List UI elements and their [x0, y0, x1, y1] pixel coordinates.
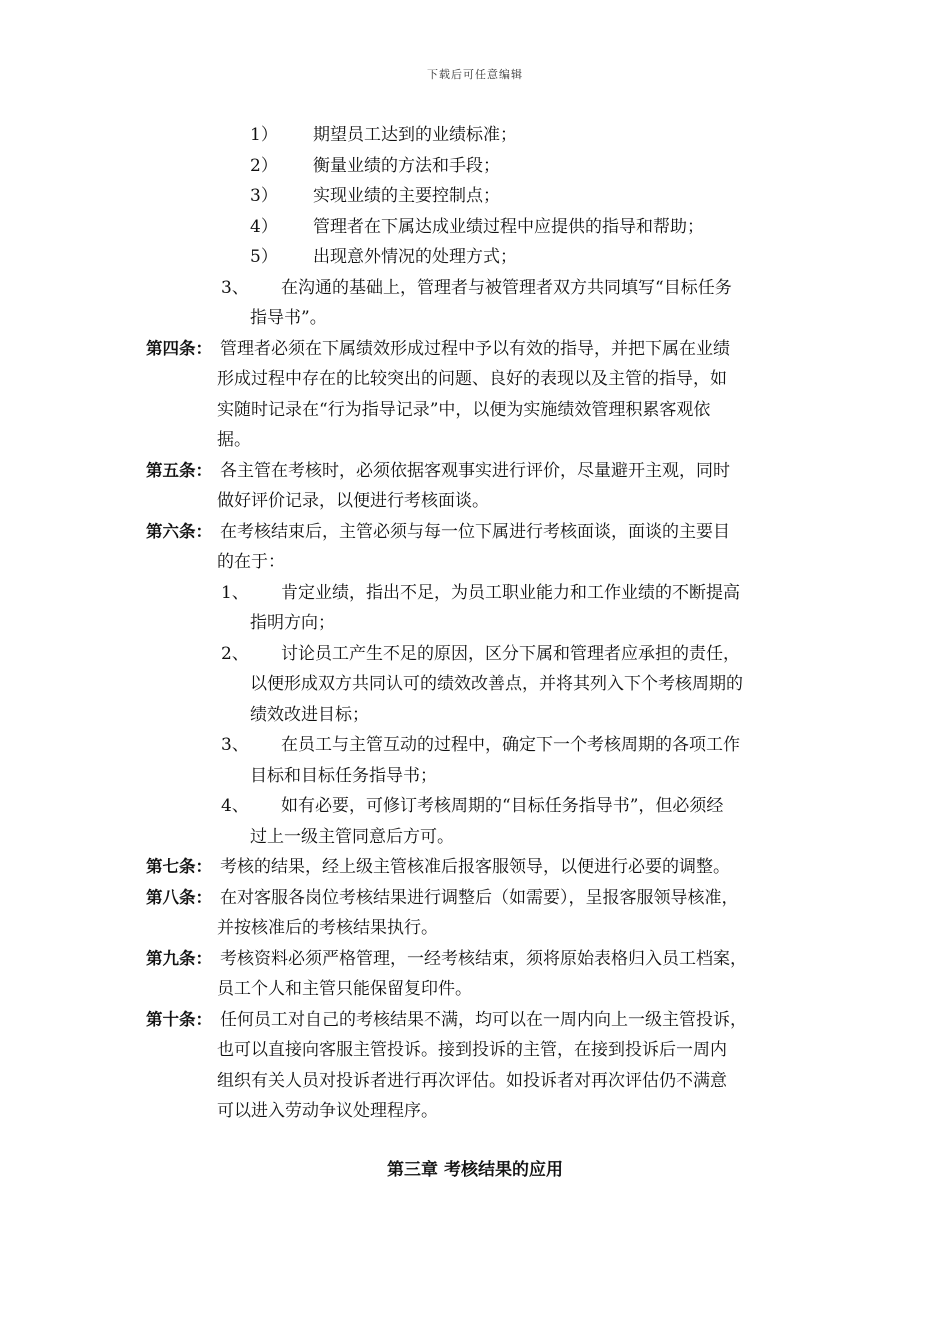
list-item	[0, 181, 950, 212]
numbered-item	[0, 273, 950, 304]
article-label: 第九条：	[146, 948, 212, 968]
item-text: 指导书”。	[250, 308, 327, 328]
article-4-continuation	[0, 364, 950, 395]
item-text: 在员工与主管互动的过程中，确定下一个考核周期的各项工作	[281, 735, 740, 755]
article-text: 考核资料必须严格管理，一经考核结束，须将原始表格归入员工档案，	[220, 948, 747, 969]
item-text: 绩效改进目标；	[250, 704, 369, 725]
item-number: 2、	[221, 643, 249, 664]
article-text: 在考核结束后，主管必须与每一位下属进行考核面谈，面谈的主要目	[220, 521, 730, 542]
list-item	[0, 242, 950, 273]
numbered-item	[0, 578, 950, 609]
item-text: 过上一级主管同意后方可。	[250, 826, 454, 847]
article-10	[0, 1005, 950, 1036]
article-label: 第四条：	[146, 338, 212, 358]
numbered-item	[0, 730, 950, 761]
list-item-text: 期望员工达到的业绩标准；	[313, 125, 517, 145]
item-text: 如有必要，可修订考核周期的“目标任务指导书”，但必须经	[281, 796, 724, 816]
article-label: 第六条：	[146, 521, 212, 541]
article-5	[0, 456, 950, 487]
list-item-number: 3）	[250, 186, 278, 206]
article-text: 做好评价记录，以便进行考核面谈。	[217, 491, 489, 511]
article-5-continuation	[0, 486, 950, 517]
article-label: 第七条：	[146, 857, 212, 876]
article-8	[0, 883, 950, 914]
article-8-continuation	[0, 913, 950, 944]
article-text: 也可以直接向客服主管投诉。接到投诉的主管，在接到投诉后一周内	[217, 1040, 727, 1060]
list-item-text: 出现意外情况的处理方式；	[313, 247, 517, 267]
article-10-continuation	[0, 1035, 950, 1066]
page-header-watermark: 下载后可任意编辑	[427, 68, 523, 81]
item-text: 以便形成双方共同认可的绩效改善点，并将其列入下个考核周期的	[250, 674, 743, 694]
article-text: 任何员工对自己的考核结果不满，均可以在一周内向上一级主管投诉，	[220, 1009, 747, 1030]
article-4-continuation	[0, 395, 950, 426]
item-text: 在沟通的基础上，管理者与被管理者双方共同填写“目标任务	[281, 277, 732, 298]
item-text: 肯定业绩，指出不足，为员工职业能力和工作业绩的不断提高	[281, 582, 740, 603]
numbered-item-continuation	[0, 303, 950, 334]
article-10-continuation	[0, 1066, 950, 1097]
numbered-item-continuation	[0, 700, 950, 731]
numbered-item	[0, 791, 950, 822]
item-text: 指明方向；	[250, 613, 335, 633]
list-item-text: 实现业绩的主要控制点；	[313, 186, 500, 206]
document-body	[0, 120, 950, 1127]
list-item-number: 4）	[250, 216, 278, 237]
item-number: 1、	[221, 582, 249, 603]
item-text: 讨论员工产生不足的原因，区分下属和管理者应承担的责任，	[281, 643, 740, 664]
list-item-text: 衡量业绩的方法和手段；	[313, 155, 500, 176]
article-label: 第十条：	[146, 1009, 212, 1029]
numbered-item-continuation	[0, 669, 950, 700]
article-6-continuation	[0, 547, 950, 578]
article-9-continuation	[0, 974, 950, 1005]
chapter-heading: 第三章 考核结果的应用	[387, 1160, 563, 1180]
item-number: 3、	[221, 277, 249, 298]
article-9	[0, 944, 950, 975]
list-item-number: 2）	[250, 155, 278, 176]
list-item	[0, 212, 950, 243]
article-text: 可以进入劳动争议处理程序。	[217, 1101, 438, 1121]
article-label: 第五条：	[146, 460, 212, 480]
list-item-number: 1）	[250, 125, 278, 145]
item-text: 目标和目标任务指导书；	[250, 765, 437, 786]
numbered-item-continuation	[0, 822, 950, 853]
article-text: 员工个人和主管只能保留复印件。	[217, 979, 472, 999]
list-item	[0, 151, 950, 182]
article-text: 在对客服各岗位考核结果进行调整后（如需要），呈报客服领导核准，	[220, 887, 739, 908]
article-text: 组织有关人员对投诉者进行再次评估。如投诉者对再次评估仍不满意	[217, 1070, 727, 1091]
article-4-continuation	[0, 425, 950, 456]
list-item-number: 5）	[250, 247, 278, 267]
article-text: 考核的结果，经上级主管核准后报客服领导，以便进行必要的调整。	[220, 857, 730, 877]
article-7	[0, 852, 950, 883]
article-text: 形成过程中存在的比较突出的问题、良好的表现以及主管的指导，如	[217, 369, 727, 389]
numbered-item-continuation	[0, 761, 950, 792]
article-4	[0, 334, 950, 365]
article-text: 并按核准后的考核结果执行。	[217, 918, 438, 938]
article-text: 各主管在考核时，必须依据客观事实进行评价，尽量避开主观，同时	[220, 460, 730, 481]
item-number: 4、	[221, 796, 249, 816]
article-label: 第八条：	[146, 887, 212, 907]
article-text: 管理者必须在下属绩效形成过程中予以有效的指导，并把下属在业绩	[220, 338, 730, 359]
article-6	[0, 517, 950, 548]
article-text: 的在于：	[217, 552, 285, 572]
list-item-text: 管理者在下属达成业绩过程中应提供的指导和帮助；	[313, 216, 704, 237]
list-item	[0, 120, 950, 151]
article-text: 据。	[217, 430, 251, 450]
item-number: 3、	[221, 735, 249, 755]
numbered-item	[0, 639, 950, 670]
numbered-item-continuation	[0, 608, 950, 639]
article-text: 实随时记录在“行为指导记录”中，以便为实施绩效管理积累客观依	[217, 399, 711, 420]
article-10-continuation	[0, 1096, 950, 1127]
